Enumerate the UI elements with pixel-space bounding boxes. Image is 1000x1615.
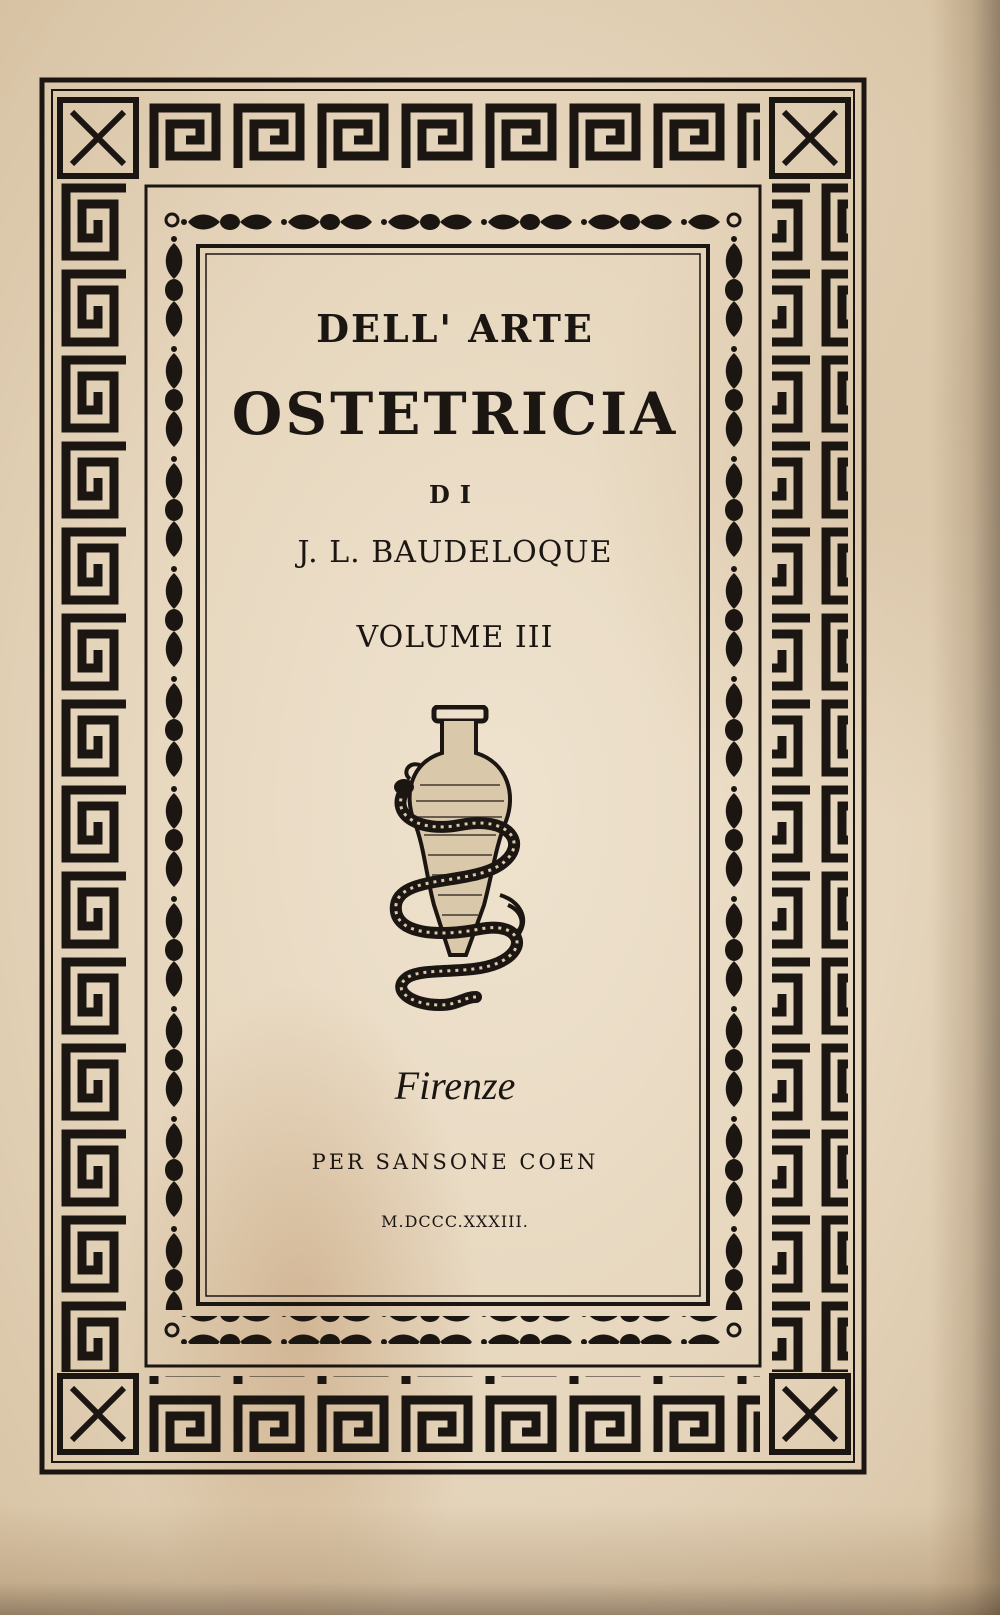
volume-number: VOLUME III [356,620,554,655]
serpent-vase-icon [380,705,540,1015]
by-line: DI [428,480,482,509]
place-of-publication: Firenze [394,1063,516,1108]
author-name: J. L. BAUDELOQUE [297,535,613,570]
publisher: PER SANSONE COEN [311,1150,599,1174]
title-line-2: OSTETRICIA [231,380,679,448]
publication-year: M.DCCC.XXXIII. [381,1212,529,1231]
title-line-1: DELL' ARTE [316,306,594,351]
